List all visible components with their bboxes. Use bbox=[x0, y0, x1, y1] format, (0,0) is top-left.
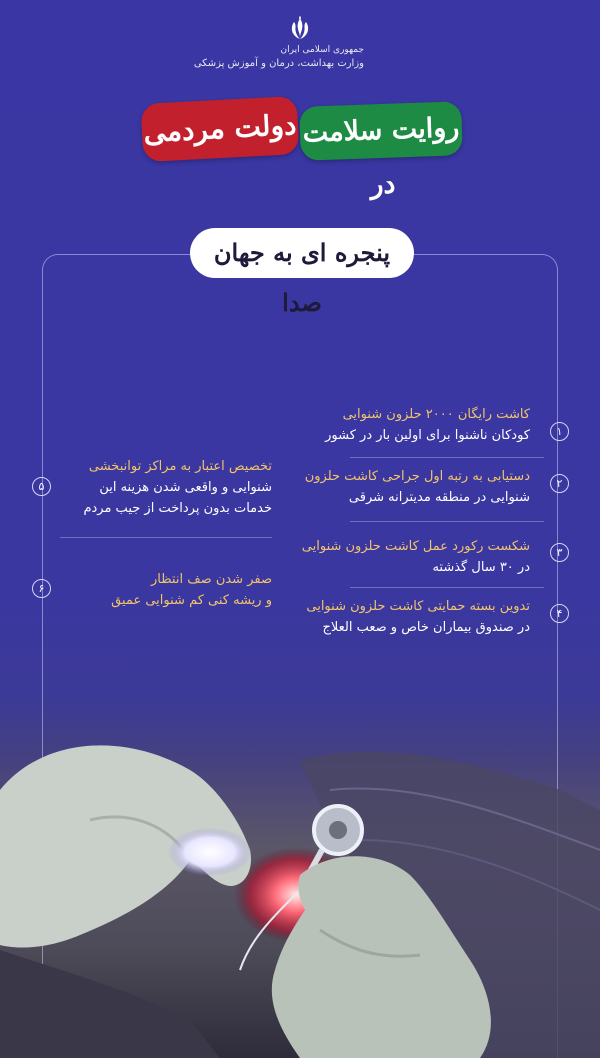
divider bbox=[60, 537, 272, 538]
list-number: ۴ bbox=[550, 604, 569, 623]
list-number: ۳ bbox=[550, 543, 569, 562]
ministry-label: وزارت بهداشت، درمان و آموزش پزشکی bbox=[193, 58, 364, 69]
page-title: پنجره ای به جهان صدا bbox=[190, 228, 414, 278]
country-label: جمهوری اسلامی ایران bbox=[280, 45, 364, 55]
divider bbox=[350, 457, 544, 458]
badge-red: دولت مردمی bbox=[141, 96, 300, 162]
list-item: تدوین بسته حمایتی کاشت حلزون شنوایی در صندوق بیماران خاص و صعب العلاج bbox=[306, 599, 530, 635]
ministry-name bbox=[164, 44, 364, 71]
list-item: صفر شدن صف انتظار و ریشه کنی کم شنوایی عمیق bbox=[111, 572, 272, 608]
divider bbox=[350, 587, 544, 588]
list-number: ۵ bbox=[32, 477, 51, 496]
list-item: تخصیص اعتبار به مراکز توانبخشی شنوایی و واقعی شدن هزینه این خدمات بدون پرداخت از جیب مردم bbox=[83, 459, 272, 516]
surgery-photo bbox=[0, 700, 600, 1058]
list-number: ۶ bbox=[32, 579, 51, 598]
list-item: شکست رکورد عمل کاشت حلزون شنوایی در ۳۰ سال گذشته bbox=[301, 539, 530, 575]
list-item: دستیابی به رتبه اول جراحی کاشت حلزون شنوایی در منطقه مدیترانه شرقی bbox=[304, 469, 530, 505]
surgical-light bbox=[168, 828, 252, 876]
list-number: ۱ bbox=[550, 422, 569, 441]
divider bbox=[350, 521, 544, 522]
list-number: ۲ bbox=[550, 474, 569, 493]
list-item: کاشت رایگان ۲۰۰۰ حلزون شنوایی کودکان ناشنوا برای اولین بار در کشور bbox=[325, 407, 530, 443]
iran-emblem-icon bbox=[287, 16, 313, 42]
badge-green: روایت سلامت در bbox=[299, 101, 463, 161]
